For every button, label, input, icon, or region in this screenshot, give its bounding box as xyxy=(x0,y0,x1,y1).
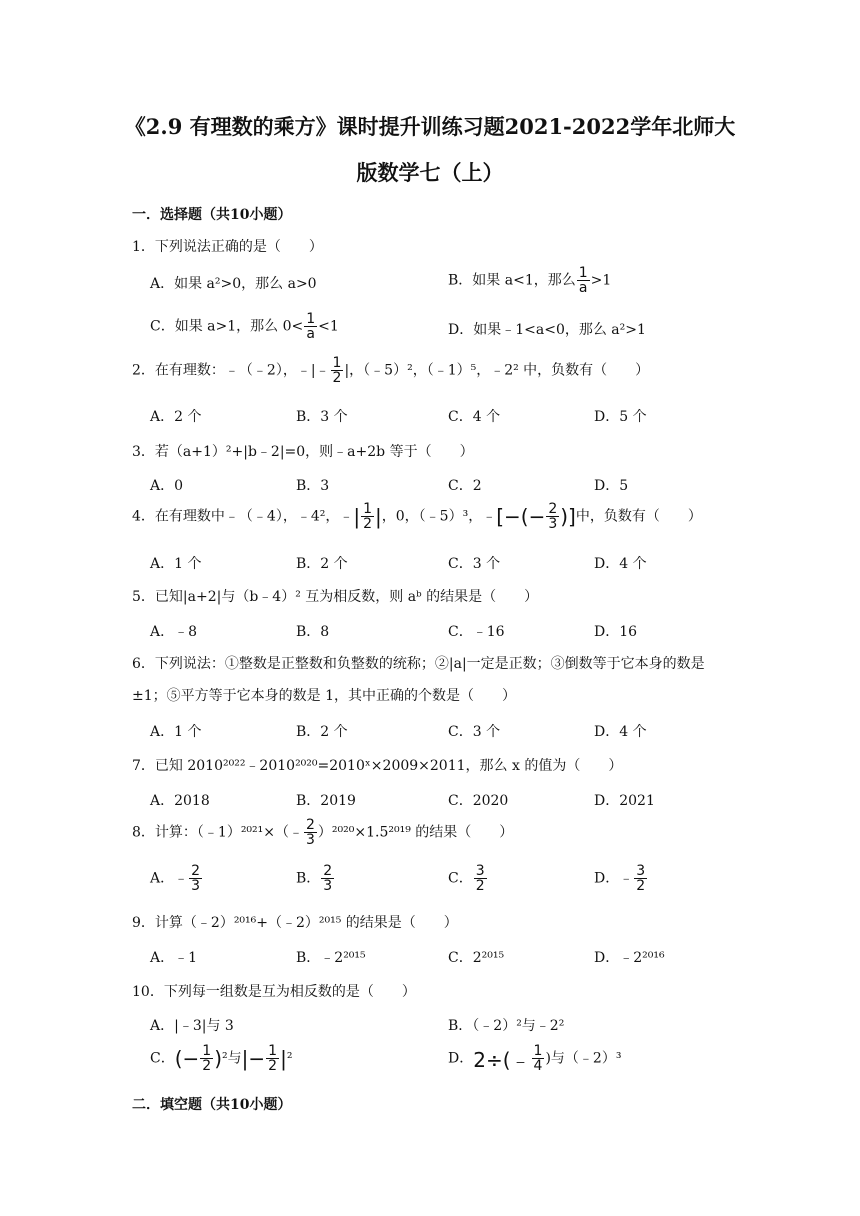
option-label: C． xyxy=(150,1050,175,1067)
fraction xyxy=(331,356,344,385)
question-1-option-b-text: B．如果 a<1，那么 xyxy=(448,272,576,289)
paren: ) xyxy=(214,1046,223,1071)
abs-bar: |− xyxy=(241,1046,266,1071)
question-9-stem: 9．计算（﹣2）²⁰¹⁶+（﹣2）²⁰¹⁵ 的结果是（ ） xyxy=(132,915,458,931)
title-line-1: 《2.9 有理数的乘方》课时提升训练习题2021-2022学年北师大 xyxy=(124,114,736,139)
question-1-option-c-text: C．如果 a>1，那么 0< xyxy=(150,318,304,335)
section-choice-heading: 一．选择题（共10小题） xyxy=(132,207,292,223)
fraction xyxy=(189,864,202,893)
fraction xyxy=(532,1044,545,1073)
denominator: 2 xyxy=(475,878,485,894)
option-label: D． xyxy=(594,870,620,887)
question-7-option-c: C．2020 xyxy=(448,793,509,809)
denominator: 3 xyxy=(306,832,315,848)
question-2-option-b: B．3 个 xyxy=(296,409,348,425)
question-2-stem-tail: |，（﹣5）²，（﹣1）⁵，﹣2² 中，负数有（ ） xyxy=(344,362,650,379)
question-3-option-b: B．3 xyxy=(296,478,330,494)
numerator: 2 xyxy=(323,863,333,879)
question-7-option-a: A．2018 xyxy=(150,793,210,809)
question-4-stem-tail: 中，负数有（ ） xyxy=(575,508,702,525)
denominator: a xyxy=(306,326,315,342)
question-3-option-a: A．0 xyxy=(150,478,184,494)
question-10-stem: 10．下列每一组数是互为相反数的是（ ） xyxy=(132,984,416,1000)
denominator: 3 xyxy=(191,878,201,894)
bracket: [−(− xyxy=(496,504,546,529)
question-9-option-a: A．﹣1 xyxy=(150,950,198,966)
question-5-option-b: B．8 xyxy=(296,624,330,640)
question-5-option-c: C．﹣16 xyxy=(448,624,505,640)
question-2-stem-text: 2．在有理数：﹣（﹣2），﹣|﹣ xyxy=(132,362,330,379)
question-3-stem: 3．若（a+1）²+|b﹣2|=0，则﹣a+2b 等于（ ） xyxy=(132,444,474,460)
numerator: 2 xyxy=(191,863,201,879)
question-4-option-c: C．3 个 xyxy=(448,556,501,572)
numerator: 1 xyxy=(332,355,342,371)
document-title xyxy=(100,104,760,196)
question-6-stem: 6．下列说法：①整数是正整数和负整数的统称；②|a|一定是正数；③倒数等于它本身的数是±1；⑤平方等于它本身的数是 1，其中正确的个数是（ ） xyxy=(132,656,705,704)
denominator: 4 xyxy=(533,1058,543,1074)
question-5-option-d: D．16 xyxy=(594,624,638,640)
question-6-option-a: A．1 个 xyxy=(150,724,202,740)
question-8-stem-tail: ）²⁰²⁰×1.5²⁰¹⁹ 的结果（ ） xyxy=(317,824,514,841)
denominator: 3 xyxy=(548,516,558,532)
numerator: 3 xyxy=(636,863,646,879)
question-8-stem-text: 8．计算：（﹣1）²⁰²¹×（﹣ xyxy=(132,824,303,841)
denominator: 2 xyxy=(202,1058,212,1074)
question-1-option-a: A．如果 a²>0，那么 a>0 xyxy=(150,276,317,292)
option-label: D． xyxy=(448,1050,474,1067)
fraction xyxy=(200,1044,213,1073)
bracket: )] xyxy=(560,504,576,529)
abs-bar: | xyxy=(375,504,382,529)
question-4-option-a: A．1 个 xyxy=(150,556,202,572)
fraction xyxy=(634,864,647,893)
question-6-option-c: C．3 个 xyxy=(448,724,501,740)
question-4-option-d: D．4 个 xyxy=(594,556,647,572)
fraction xyxy=(304,818,317,847)
question-10-option-d-text: 2÷(﹣ xyxy=(473,1048,531,1072)
section-fill-heading: 二．填空题（共10小题） xyxy=(132,1097,292,1113)
question-9-option-d: D．﹣2²⁰¹⁶ xyxy=(594,950,665,966)
title-line-2: 版数学七（上） xyxy=(356,160,504,185)
question-4-option-b: B．2 个 xyxy=(296,556,348,572)
question-1-option-c-tail: <1 xyxy=(318,318,339,335)
question-7-stem: 7．已知 2010²⁰²²﹣2010²⁰²⁰=2010ˣ×2009×2011，那么 x 的值为（ ） xyxy=(132,758,623,774)
question-10-option-c-tail: ² xyxy=(286,1050,293,1067)
numerator: 2 xyxy=(548,501,558,517)
question-10-option-d-tail: )与（﹣2）³ xyxy=(545,1050,622,1067)
question-1-option-d: D．如果﹣1<a<0，那么 a²>1 xyxy=(448,322,646,338)
denominator: 2 xyxy=(363,516,373,532)
question-10-option-b: B．（﹣2）²与﹣2² xyxy=(448,1018,565,1034)
question-8-option-c xyxy=(448,864,488,893)
numerator: 1 xyxy=(202,1043,212,1059)
question-2-stem xyxy=(132,356,649,385)
question-6-option-d: D．4 个 xyxy=(594,724,647,740)
denominator: 2 xyxy=(268,1058,278,1074)
question-9-option-c: C．2²⁰¹⁵ xyxy=(448,950,505,966)
question-8-option-b xyxy=(296,864,335,893)
question-1-option-b-tail: >1 xyxy=(590,272,612,289)
question-10-option-a: A．|﹣3|与 3 xyxy=(150,1018,234,1034)
fraction xyxy=(546,502,559,531)
numerator: 1 xyxy=(578,265,588,281)
fraction xyxy=(577,266,590,295)
denominator: 2 xyxy=(332,370,342,386)
numerator: 1 xyxy=(268,1043,278,1059)
question-2-option-d: D．5 个 xyxy=(594,409,647,425)
abs-bar: | xyxy=(353,504,361,529)
minus-sign: ﹣ xyxy=(619,870,634,887)
option-label: C． xyxy=(448,870,473,887)
option-label: A． xyxy=(150,870,175,887)
question-3-option-c: C．2 xyxy=(448,478,482,494)
question-2-option-a: A．2 个 xyxy=(150,409,202,425)
question-2-option-c: C．4 个 xyxy=(448,409,501,425)
numerator: 1 xyxy=(533,1043,543,1059)
question-10-option-c-middle: ²与 xyxy=(222,1050,242,1067)
denominator: 2 xyxy=(636,878,646,894)
question-4-stem-middle: ，0，（﹣5）³，﹣ xyxy=(381,508,497,525)
question-7-option-b: B．2019 xyxy=(296,793,356,809)
option-label: B． xyxy=(296,870,321,887)
denominator: 3 xyxy=(323,878,333,894)
numerator: 1 xyxy=(306,311,316,327)
question-4-stem xyxy=(132,502,702,531)
fraction xyxy=(321,864,334,893)
question-8-option-d xyxy=(594,864,648,893)
question-7-option-d: D．2021 xyxy=(594,793,655,809)
question-1-option-b xyxy=(448,266,611,295)
fraction xyxy=(474,864,487,893)
minus-sign: ﹣ xyxy=(174,870,189,887)
denominator: a xyxy=(578,280,588,296)
abs-bar: | xyxy=(280,1046,287,1071)
fraction xyxy=(304,312,317,341)
question-1-stem: 1．下列说法正确的是（ ） xyxy=(132,239,323,255)
question-6-option-b: B．2 个 xyxy=(296,724,348,740)
question-4-stem-text: 4．在有理数中﹣（﹣4），﹣4²，﹣ xyxy=(132,508,354,525)
numerator: 1 xyxy=(363,501,373,517)
fraction xyxy=(361,502,374,531)
fraction xyxy=(266,1044,279,1073)
question-9-option-b: B．﹣2²⁰¹⁵ xyxy=(296,950,366,966)
question-10-option-c xyxy=(150,1044,292,1073)
question-10-option-d xyxy=(448,1044,621,1073)
question-5-stem: 5．已知|a+2|与（b﹣4）² 互为相反数，则 aᵇ 的结果是（ ） xyxy=(132,589,539,605)
question-8-stem xyxy=(132,818,513,847)
question-8-option-a xyxy=(150,864,203,893)
numerator: 2 xyxy=(306,817,315,833)
question-1-option-c xyxy=(150,312,339,341)
paren: (− xyxy=(174,1046,200,1071)
question-5-option-a: A．﹣8 xyxy=(150,624,198,640)
numerator: 3 xyxy=(475,863,485,879)
question-3-option-d: D．5 xyxy=(594,478,629,494)
